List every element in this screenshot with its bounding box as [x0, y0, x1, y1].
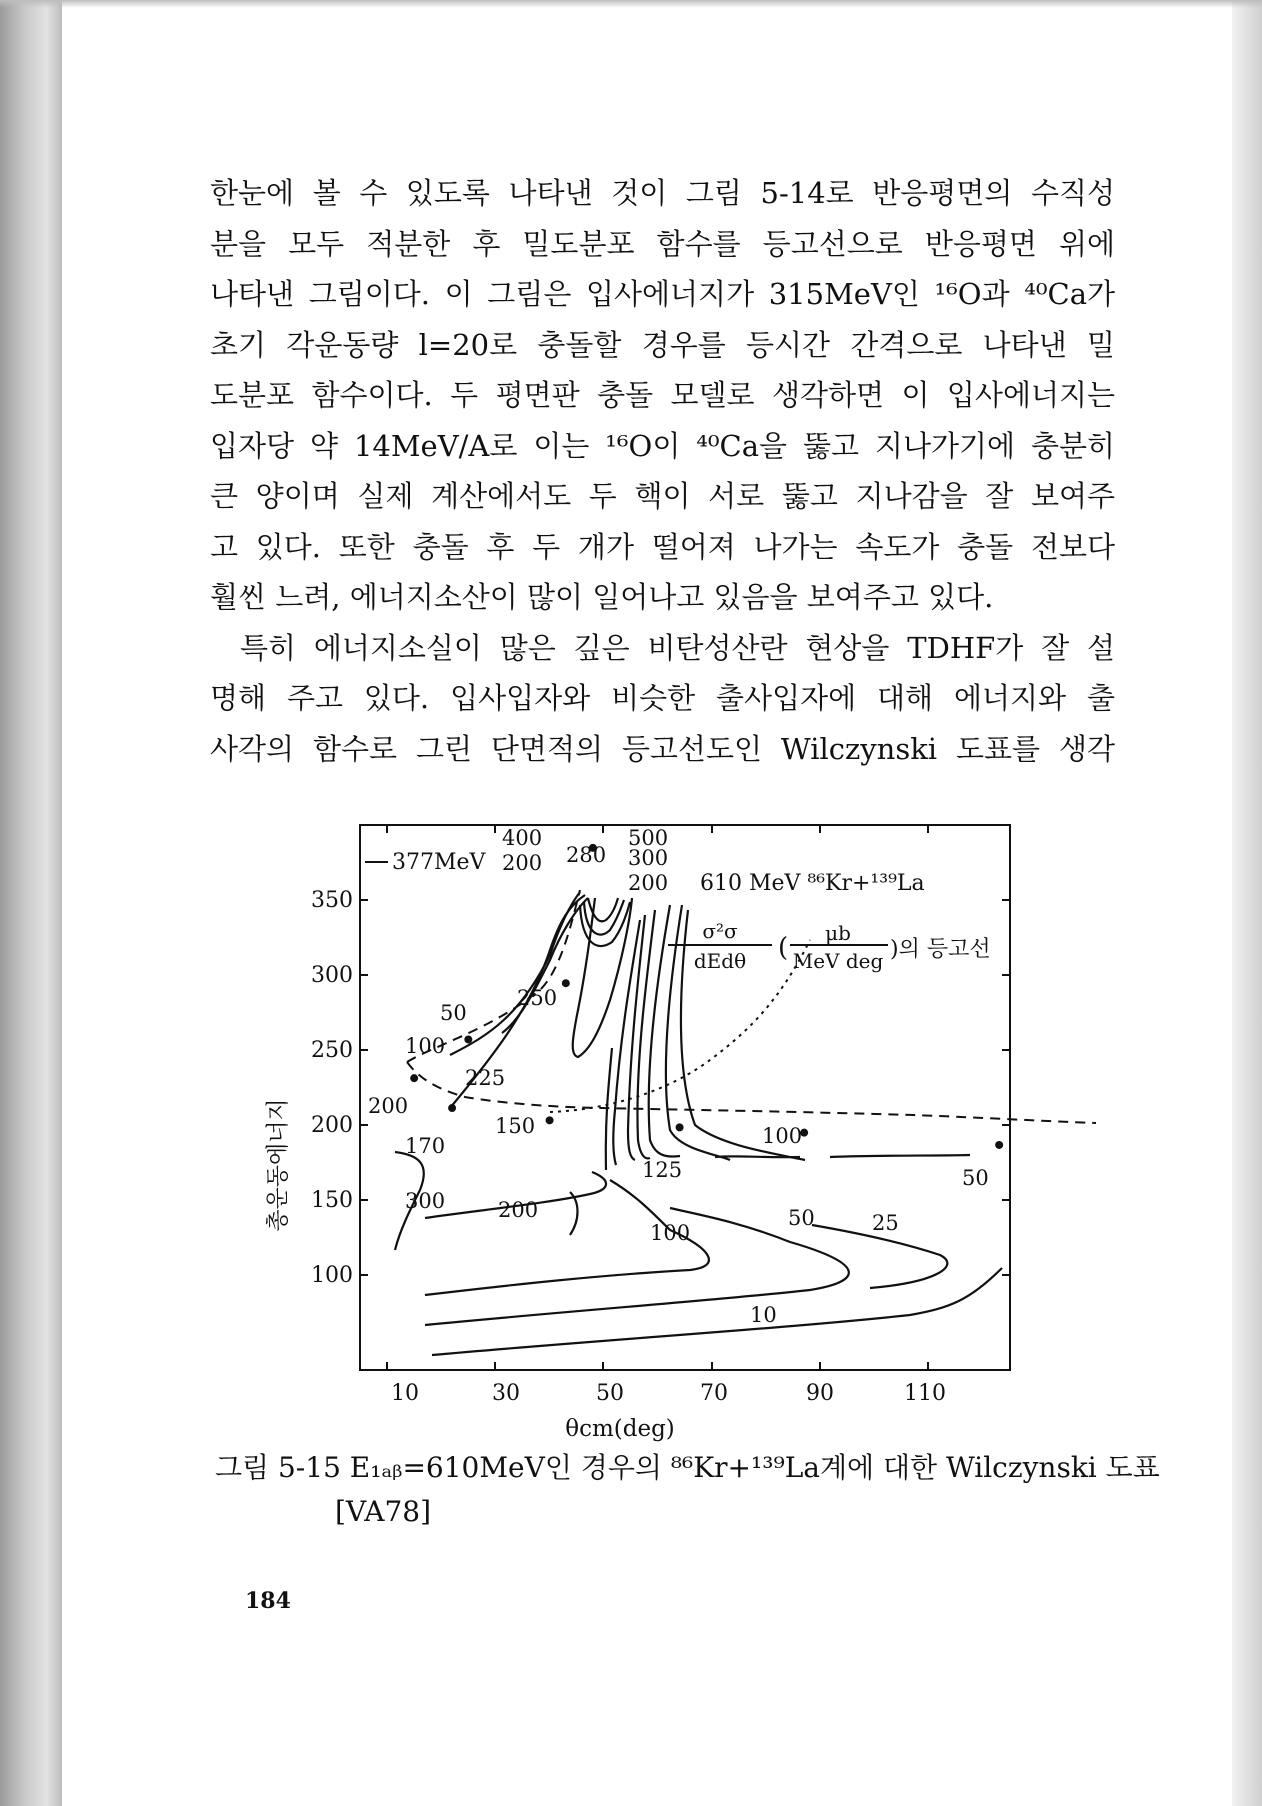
text-line: 나타낸 그림이다. 이 그림은 입사에너지가 315MeV인 ¹⁶O과 ⁴⁰Ca가: [210, 277, 1115, 311]
x-tick-label: 50: [596, 1381, 624, 1406]
beam-energy-label: 377MeV: [392, 850, 486, 875]
figure-caption: [215, 1446, 1160, 1534]
contour-label: 50: [788, 1206, 815, 1230]
ridge-lines: [407, 890, 1096, 1123]
contour-label: 170: [405, 1134, 446, 1158]
formula-denominator: dEdθ: [693, 949, 747, 973]
ridge-marker: [546, 1116, 554, 1124]
contour-label: 100: [405, 1034, 446, 1058]
unit-numerator: μb: [825, 921, 851, 945]
ridge-marker: [464, 1035, 472, 1043]
caption-reference: [VA78]: [335, 1495, 432, 1528]
contour-label: 200: [368, 1094, 409, 1118]
contour-label: 125: [642, 1158, 683, 1182]
text-line: 명해 주고 있다. 입사입자와 비슷한 출사입자에 대해 에너지와 출: [210, 681, 1115, 715]
contour-label: 50: [440, 1001, 467, 1025]
contour-line: [715, 1156, 800, 1157]
text-line: 훨씬 느려, 에너지소산이 많이 일어나고 있음을 보여주고 있다.: [210, 580, 994, 614]
unit-denominator: MeV deg: [792, 949, 884, 973]
contour-line: [830, 1155, 970, 1157]
contour-label: 25: [872, 1211, 899, 1235]
y-tick-label: 100: [311, 1263, 353, 1288]
wilczynski-plot-figure: [250, 810, 1130, 1450]
contour-label: 250: [517, 986, 558, 1010]
page-edge: [1232, 0, 1262, 1806]
y-tick-label: 250: [311, 1038, 353, 1063]
contour-label: 200: [628, 871, 669, 895]
text-line: 분을 모두 적분한 후 밀도분포 함수를 등고선으로 반응평면 위에: [210, 226, 1115, 261]
x-tick-label: 10: [391, 1381, 419, 1406]
y-tick-label: 350: [311, 888, 353, 913]
x-tick-labels: [391, 1381, 946, 1406]
caption-line: 그림 5-15 E₁ₐᵦ=610MeV인 경우의 ⁸⁶Kr+¹³⁹La계에 대한 Wilczynski 도표: [215, 1451, 1160, 1484]
contour-line: [425, 1208, 849, 1325]
formula-suffix: )의 등고선: [890, 937, 991, 962]
text-line: 큰 양이며 실제 계산에서도 두 핵이 서로 뚫고 지나감을 잘 보여주: [210, 479, 1115, 513]
y-tick-labels: [311, 888, 353, 1288]
contour-line: [666, 905, 730, 1160]
contour-label: 400: [502, 826, 543, 850]
x-axis-label: θcm(deg): [565, 1416, 675, 1442]
body-text: [210, 168, 1115, 774]
contour-label: 500: [628, 826, 669, 850]
formula-numerator: σ²σ: [702, 919, 738, 943]
text-line: 입자당 약 14MeV/A로 이는 ¹⁶O이 ⁴⁰Ca을 뚫고 지나가기에 충분히: [210, 428, 1115, 463]
x-tick-label: 110: [904, 1381, 946, 1406]
text-line: 고 있다. 또한 충돌 후 두 개가 떨어져 나가는 속도가 충돌 전보다: [210, 529, 1115, 564]
y-axis-label: 총운동에너지: [265, 1098, 291, 1232]
text-line: 초기 각운동량 l=20로 충돌할 경우를 등시간 간격으로 나타낸 밀: [210, 327, 1115, 362]
contour-labels: [368, 826, 989, 1327]
reaction-label: 610 MeV ⁸⁶Kr+¹³⁹La: [700, 871, 925, 896]
contour-label: 280: [566, 843, 607, 867]
text-line: 도분포 함수이다. 두 평면판 충돌 모델로 생각하면 이 입사에너지는: [210, 378, 1115, 412]
ridge-marker: [562, 979, 570, 987]
contour-label: 100: [762, 1124, 803, 1148]
contour-line: [450, 892, 580, 1055]
ridge-marker: [448, 1104, 456, 1112]
contour-label: 10: [750, 1303, 777, 1327]
contour-line: [613, 920, 640, 1165]
contour-label: 300: [405, 1189, 446, 1213]
book-spine: [0, 0, 62, 1806]
ridge-marker: [410, 1074, 418, 1082]
y-tick-label: 200: [311, 1113, 353, 1138]
contour-label: 200: [498, 1198, 539, 1222]
contour-label: 50: [962, 1166, 989, 1190]
contour-label: 225: [465, 1066, 506, 1090]
text-line: 사각의 함수로 그린 단면적의 등고선도인 Wilczynski 도표를 생각: [210, 731, 1115, 766]
formula-open-paren: (: [778, 933, 789, 963]
x-tick-label: 30: [492, 1381, 520, 1406]
contour-label: 300: [628, 846, 669, 870]
y-tick-label: 300: [311, 963, 353, 988]
contour-label: 150: [495, 1114, 536, 1138]
text-line: 한눈에 볼 수 있도록 나타낸 것이 그림 5-14로 반응평면의 수직성: [210, 176, 1115, 210]
contour-label: 200: [502, 851, 543, 875]
contour-label: 100: [650, 1221, 691, 1245]
y-tick-label: 150: [311, 1188, 353, 1213]
ridge-marker: [676, 1123, 684, 1131]
x-tick-label: 70: [700, 1381, 728, 1406]
x-tick-label: 90: [806, 1381, 834, 1406]
page-number: 184: [245, 1588, 291, 1614]
ridge-marker: [995, 1141, 1003, 1149]
text-line: 특히 에너지소실이 많은 깊은 비탄성산란 현상을 TDHF가 잘 설: [240, 630, 1115, 665]
wilczynski-plot: [250, 810, 1130, 1450]
page-top-shadow: [0, 0, 1262, 8]
